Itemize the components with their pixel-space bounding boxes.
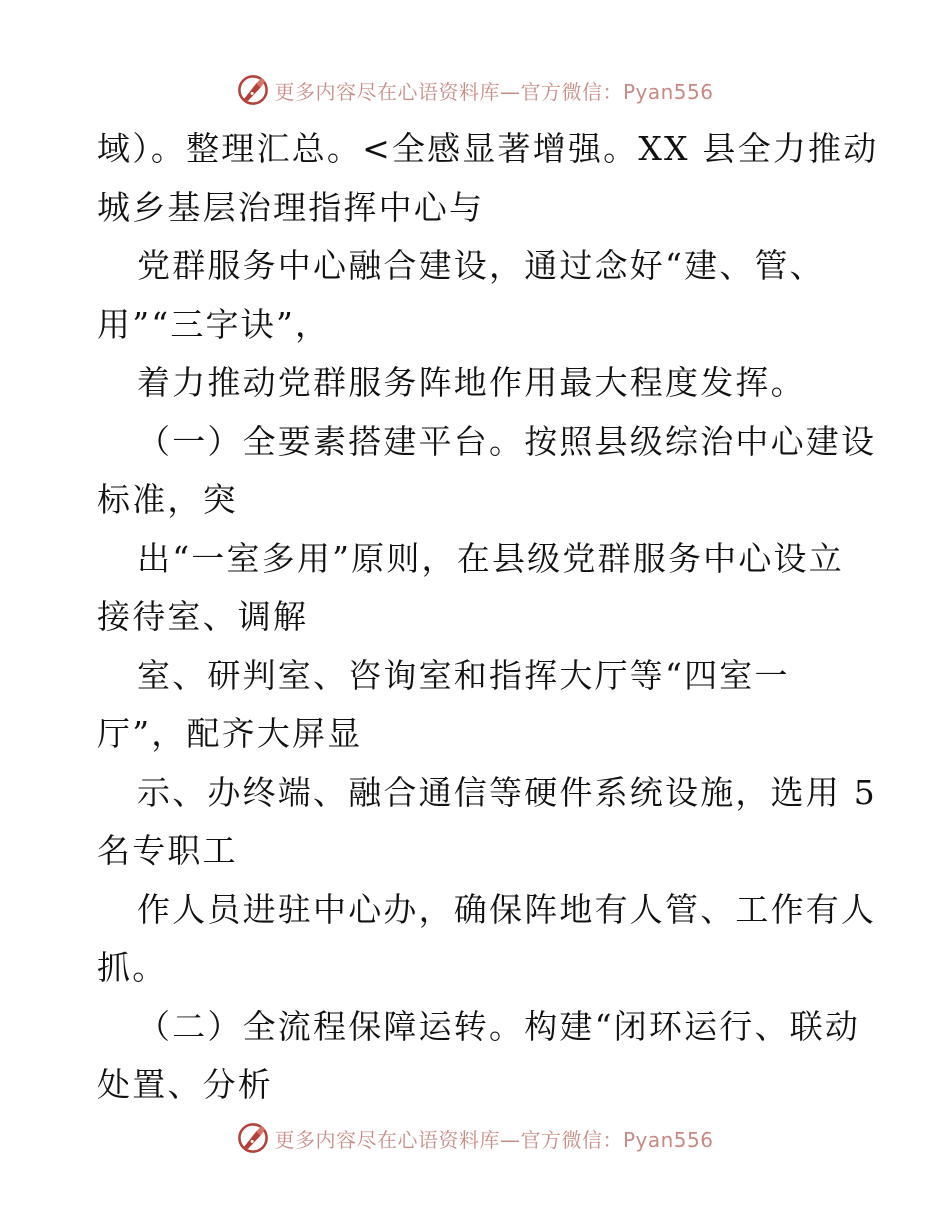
header-watermark	[0, 72, 950, 108]
text-line: 抓。	[97, 948, 168, 987]
document-body	[97, 120, 879, 1115]
text-line: 处置、分析	[97, 1065, 273, 1104]
text-line: 出“一室多用”原则，在县级党群服务中心设立	[137, 538, 844, 578]
text-line: 厅”，配齐大屏显	[97, 714, 363, 753]
text-line: （二）全流程保障运转。构建“闭环运行、联动	[137, 1006, 861, 1046]
text-line: 党群服务中心融合建设，通过念好“建、管、	[137, 246, 825, 285]
text-line: 名专职工	[97, 831, 238, 870]
watermark-text: 更多内容尽在心语资料库—官方微信：Pyan556	[274, 79, 714, 104]
text-line: 域）。整理汇总。<全感显著增强。XX 县全力推动	[97, 129, 879, 168]
text-line: 着力推动党群服务阵地作用最大程度发挥。	[137, 363, 806, 402]
text-line: 示、办终端、融合通信等硬件系统设施，选用 5	[137, 772, 877, 812]
pen-nib-logo-icon	[236, 73, 270, 107]
text-line: 标准，突	[97, 480, 238, 519]
text-line: 室、研判室、咨询室和指挥大厅等“四室一	[137, 655, 790, 695]
text-line: 城乡基层治理指挥中心与	[97, 187, 485, 227]
text-line: 接待室、调解	[97, 597, 309, 636]
pen-nib-logo-icon	[236, 1121, 270, 1155]
text-line: 作人员进驻中心办，确保阵地有人管、工作有人	[137, 889, 877, 929]
text-line: （一）全要素搭建平台。按照县级综治中心建设	[137, 421, 877, 461]
watermark-text: 更多内容尽在心语资料库—官方微信：Pyan556	[274, 1127, 714, 1152]
footer-watermark	[0, 1120, 950, 1156]
text-line: 用”“三字诀”，	[97, 304, 331, 344]
